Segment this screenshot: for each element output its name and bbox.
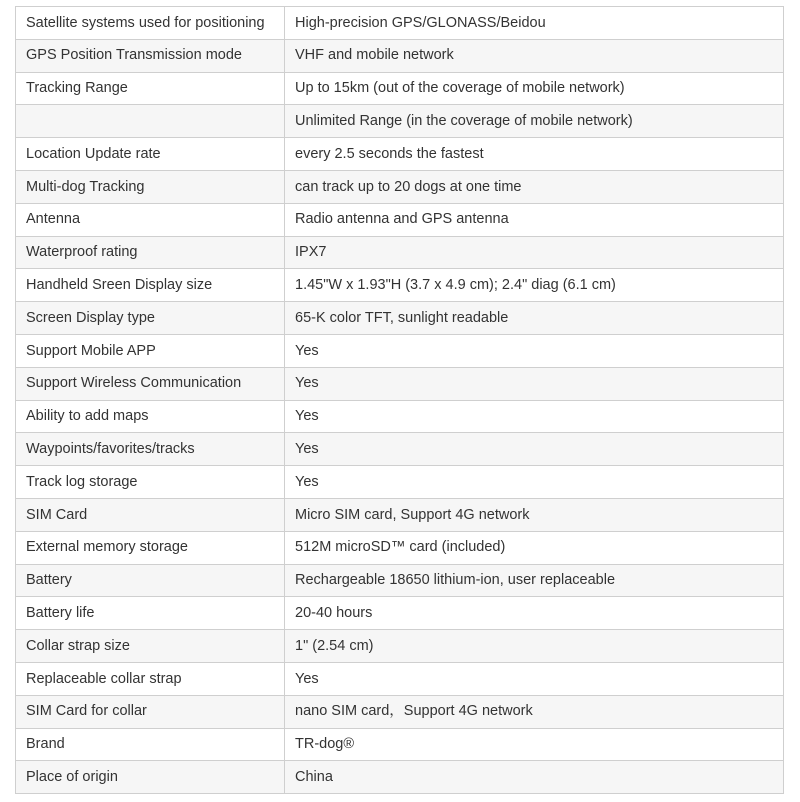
spec-label-cell: Support Wireless Communication	[16, 367, 285, 400]
table-row	[16, 466, 784, 499]
table-row	[16, 695, 784, 728]
table-row	[16, 630, 784, 663]
table-row	[16, 367, 784, 400]
spec-value-cell: 512M microSD™ card (included)	[285, 531, 784, 564]
table-row	[16, 564, 784, 597]
spec-value-cell: Yes	[285, 367, 784, 400]
table-row	[16, 728, 784, 761]
spec-value-cell: Yes	[285, 433, 784, 466]
spec-label-cell: Support Mobile APP	[16, 334, 285, 367]
table-row	[16, 400, 784, 433]
table-row	[16, 433, 784, 466]
table-row	[16, 531, 784, 564]
table-row	[16, 761, 784, 794]
table-row	[16, 105, 784, 138]
spec-label-cell: Multi-dog Tracking	[16, 170, 285, 203]
spec-label-cell: Waypoints/favorites/tracks	[16, 433, 285, 466]
table-row	[16, 203, 784, 236]
spec-value-cell: Up to 15km (out of the coverage of mobile network)	[285, 72, 784, 105]
spec-label-cell: Replaceable collar strap	[16, 662, 285, 695]
table-row	[16, 597, 784, 630]
spec-label-cell: Antenna	[16, 203, 285, 236]
spec-label-cell: Ability to add maps	[16, 400, 285, 433]
spec-label-cell: Screen Display type	[16, 302, 285, 335]
table-row	[16, 138, 784, 171]
spec-label-cell: Location Update rate	[16, 138, 285, 171]
spec-label-cell: Brand	[16, 728, 285, 761]
spec-value-cell: 1" (2.54 cm)	[285, 630, 784, 663]
table-row	[16, 7, 784, 40]
spec-label-cell: Waterproof rating	[16, 236, 285, 269]
table-row	[16, 269, 784, 302]
spec-label-cell: Satellite systems used for positioning	[16, 7, 285, 40]
spec-table	[15, 6, 784, 794]
spec-value-cell: Radio antenna and GPS antenna	[285, 203, 784, 236]
spec-value-cell: can track up to 20 dogs at one time	[285, 170, 784, 203]
spec-value-cell: Unlimited Range (in the coverage of mobile network)	[285, 105, 784, 138]
table-row	[16, 334, 784, 367]
table-row	[16, 498, 784, 531]
spec-label-cell: External memory storage	[16, 531, 285, 564]
spec-value-cell: Yes	[285, 466, 784, 499]
spec-value-cell: TR-dog®	[285, 728, 784, 761]
spec-table-body	[16, 7, 784, 794]
spec-value-cell: every 2.5 seconds the fastest	[285, 138, 784, 171]
spec-label-cell	[16, 105, 285, 138]
table-row	[16, 170, 784, 203]
spec-value-cell: 20-40 hours	[285, 597, 784, 630]
spec-value-cell: Yes	[285, 400, 784, 433]
spec-value-cell: Yes	[285, 662, 784, 695]
spec-label-cell: Battery life	[16, 597, 285, 630]
spec-value-cell: High-precision GPS/GLONASS/Beidou	[285, 7, 784, 40]
spec-label-cell: SIM Card for collar	[16, 695, 285, 728]
table-row	[16, 236, 784, 269]
spec-value-cell: China	[285, 761, 784, 794]
spec-value-cell: nano SIM card，Support 4G network	[285, 695, 784, 728]
spec-label-cell: Handheld Sreen Display size	[16, 269, 285, 302]
spec-value-cell: 65-K color TFT, sunlight readable	[285, 302, 784, 335]
table-row	[16, 662, 784, 695]
spec-label-cell: Collar strap size	[16, 630, 285, 663]
spec-value-cell: Micro SIM card, Support 4G network	[285, 498, 784, 531]
spec-label-cell: GPS Position Transmission mode	[16, 39, 285, 72]
spec-label-cell: SIM Card	[16, 498, 285, 531]
spec-value-cell: IPX7	[285, 236, 784, 269]
spec-label-cell: Tracking Range	[16, 72, 285, 105]
spec-value-cell: 1.45"W x 1.93"H (3.7 x 4.9 cm); 2.4" diag (6.1 cm)	[285, 269, 784, 302]
spec-value-cell: Yes	[285, 334, 784, 367]
table-row	[16, 39, 784, 72]
spec-label-cell: Track log storage	[16, 466, 285, 499]
table-row	[16, 302, 784, 335]
spec-label-cell: Place of origin	[16, 761, 285, 794]
table-row	[16, 72, 784, 105]
spec-value-cell: VHF and mobile network	[285, 39, 784, 72]
spec-label-cell: Battery	[16, 564, 285, 597]
spec-value-cell: Rechargeable 18650 lithium-ion, user replaceable	[285, 564, 784, 597]
